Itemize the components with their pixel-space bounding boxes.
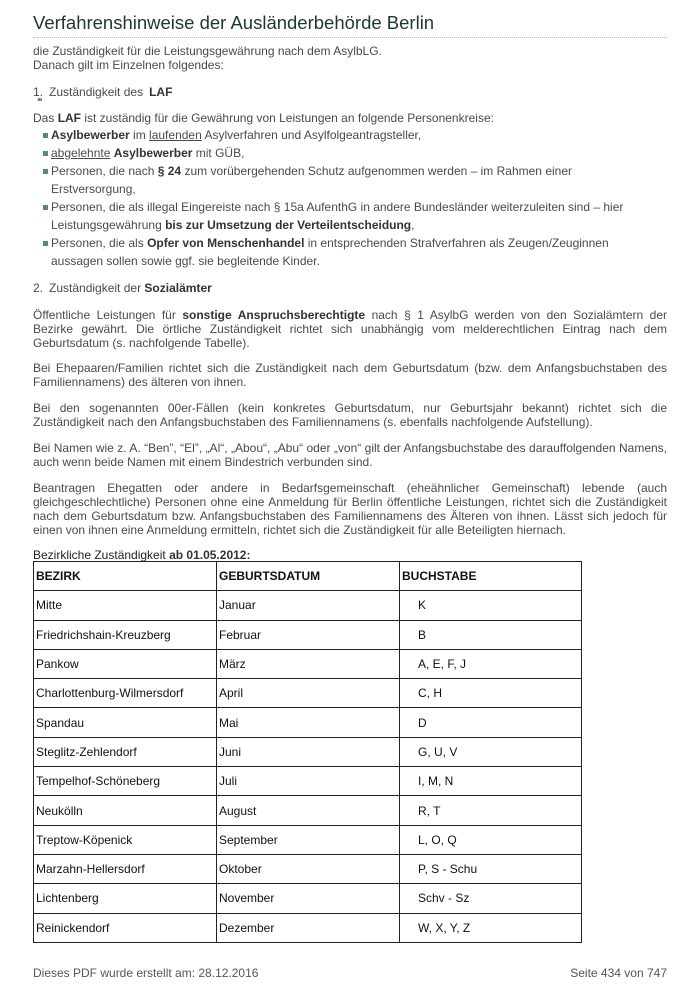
bullet-text: mit GÜB,	[192, 146, 245, 160]
cell-geburtsdatum: Oktober	[217, 854, 400, 883]
page-title: Verfahrenshinweise der Ausländerbehörde Berlin	[33, 12, 435, 33]
cell-bezirk: Pankow	[34, 649, 217, 678]
cell-geburtsdatum: September	[217, 825, 400, 854]
cell-geburtsdatum: August	[217, 796, 400, 825]
cell-buchstabe: I, M, N	[400, 767, 582, 796]
table-row	[34, 679, 582, 708]
table-caption-text: Bezirkliche Zuständigkeit	[33, 548, 170, 562]
cell-bezirk: Treptow-Köpenick	[34, 825, 217, 854]
section-1-lead-suffix: ist zuständig für die Gewährung von Leistungen an folgende Personenkreise:	[81, 111, 494, 125]
cell-buchstabe: W, X, Y, Z	[400, 913, 582, 942]
section-2-paragraph-3: Bei den sogenannten 00er-Fällen (kein konkretes Geburtsdatum, nur Geburtsjahr bekannt) richtet sich die Zuständigkeit nach den Anfangsbuchstaben des Familiennamens (s. ebenfalls nachfolgende Aufstellung).	[33, 401, 667, 429]
cell-buchstabe: P, S - Schu	[400, 854, 582, 883]
bullet-text: Personen, die als illegal Eingereiste nach § 15a AufenthG in andere Bundesländer weiterzuleiten sind – hier Leistungsgewährung	[51, 200, 624, 232]
bullet-square-icon	[43, 133, 48, 138]
cell-geburtsdatum: Januar	[217, 591, 400, 620]
table-row	[34, 854, 582, 883]
cell-buchstabe: L, O, Q	[400, 825, 582, 854]
bullet-text: zum vorübergehenden Schutz aufgenommen werden – im Rahmen einer Erstversorgung,	[51, 164, 572, 196]
cell-geburtsdatum: Dezember	[217, 913, 400, 942]
cell-geburtsdatum: Juni	[217, 737, 400, 766]
cell-bezirk: Steglitz-Zehlendorf	[34, 737, 217, 766]
column-header-bezirk: BEZIRK	[34, 562, 217, 591]
section-1-heading	[33, 85, 172, 99]
table-row	[34, 649, 582, 678]
section-2-number: 2.	[33, 281, 44, 295]
cell-buchstabe: R, T	[400, 796, 582, 825]
bullet-strong: Opfer von Menschenhandel	[147, 236, 305, 250]
cell-geburtsdatum: März	[217, 649, 400, 678]
table-row	[34, 796, 582, 825]
bullet-text: Personen, die als	[51, 236, 148, 250]
bullet-square-icon	[43, 151, 48, 156]
bullet-strong: bis zur Umsetzung der Verteilentscheidung	[165, 218, 412, 232]
table-header-row	[34, 562, 582, 591]
section-1-lead	[33, 111, 667, 125]
table-row	[34, 884, 582, 913]
table-row	[34, 825, 582, 854]
list-item	[43, 198, 653, 234]
cell-geburtsdatum: Februar	[217, 620, 400, 649]
cell-buchstabe: D	[400, 708, 582, 737]
section-1-lead-prefix: Das	[33, 111, 58, 125]
bullet-square-icon	[43, 205, 48, 210]
cell-geburtsdatum: Mai	[217, 708, 400, 737]
intro-line-1: die Zuständigkeit für die Leistungsgewährung nach dem AsylbLG.	[33, 44, 382, 58]
list-item	[43, 234, 653, 270]
table-row	[34, 767, 582, 796]
footer-created-date: Dieses PDF wurde erstellt am: 28.12.2016	[33, 966, 259, 980]
bullet-text: Asylverfahren und Asylfolgeantragsteller,	[201, 128, 422, 142]
bullet-strong: Asylbewerber	[51, 128, 130, 142]
bullet-underlined: abgelehnte	[51, 146, 111, 160]
cell-bezirk: Tempelhof-Schöneberg	[34, 767, 217, 796]
cell-bezirk: Mitte	[34, 591, 217, 620]
column-header-buchstabe: BUCHSTABE	[400, 562, 582, 591]
cell-bezirk: Lichtenberg	[34, 884, 217, 913]
cell-geburtsdatum: Juli	[217, 767, 400, 796]
cell-bezirk: Reinickendorf	[34, 913, 217, 942]
footer-page-number: Seite 434 von 747	[570, 966, 667, 980]
table-row	[34, 620, 582, 649]
table-caption-strong: ab 01.05.2012:	[169, 548, 251, 562]
table-row	[34, 591, 582, 620]
bullet-square-icon	[43, 169, 48, 174]
cell-buchstabe: B	[400, 620, 582, 649]
table-row	[34, 708, 582, 737]
cell-bezirk: Charlottenburg-Wilmersdorf	[34, 679, 217, 708]
paragraph-strong: sonstige Anspruchsberechtigte	[182, 308, 366, 322]
list-item	[43, 162, 653, 198]
section-2-heading	[33, 281, 212, 295]
section-1-strong: LAF	[149, 85, 173, 99]
bullet-strong: Asylbewerber	[113, 146, 193, 160]
bullet-text: in entsprechenden Strafverfahren als Zeugen/Zeuginnen aussagen sollen sowie ggf. sie begleitende Kinder.	[51, 236, 609, 268]
bullet-underlined: laufenden	[149, 128, 202, 142]
section-2-paragraph-1	[33, 308, 667, 350]
cell-buchstabe: K	[400, 591, 582, 620]
section-2-strong: Sozialämter	[144, 281, 212, 295]
district-table	[33, 561, 582, 943]
title-divider	[33, 37, 667, 38]
bullet-strong: § 24	[157, 164, 182, 178]
cell-bezirk: Spandau	[34, 708, 217, 737]
section-1-marker: ‘‘‘	[37, 97, 42, 108]
cell-bezirk: Friedrichshain-Kreuzberg	[34, 620, 217, 649]
cell-geburtsdatum: November	[217, 884, 400, 913]
bullet-square-icon	[43, 241, 48, 246]
paragraph-text: nach § 1 AsylbG werden von den Sozialämtern der Bezirke gewährt. Die örtliche Zuständigkeit richtet sich unabhängig vom melderechtlichen Eintrag nach dem Geburtsdatum (s. nachfolgende Tabelle).	[33, 308, 667, 350]
table-row	[34, 913, 582, 942]
list-item	[43, 144, 653, 162]
bullet-text: Personen, die nach	[51, 164, 158, 178]
table-row	[34, 737, 582, 766]
section-1-lead-strong: LAF	[57, 111, 82, 125]
bullet-text: ,	[411, 218, 415, 232]
cell-buchstabe: C, H	[400, 679, 582, 708]
section-1-label: Zuständigkeit des	[49, 85, 144, 99]
cell-bezirk: Marzahn-Hellersdorf	[34, 854, 217, 883]
cell-buchstabe: A, E, F, J	[400, 649, 582, 678]
list-item	[43, 126, 653, 144]
paragraph-text: Öffentliche Leistungen für	[33, 308, 183, 322]
cell-buchstabe: Schv - Sz	[400, 884, 582, 913]
cell-geburtsdatum: April	[217, 679, 400, 708]
section-2-paragraph-2: Bei Ehepaaren/Familien richtet sich die Zuständigkeit nach dem Geburtsdatum (bzw. dem Anfangsbuchstaben des Familiennamens) des älteren von ihnen.	[33, 361, 667, 389]
column-header-geburtsdatum: GEBURTSDATUM	[217, 562, 400, 591]
section-2-paragraph-4: Bei Namen wie z. A. “Ben”, “El”, „Al“, „Abou“, „Abu“ oder „von“ gilt der Anfangsbuchstabe des darauffolgenden Namens, auch wenn beide Namen mit einem Bindestrich verbunden sind.	[33, 441, 667, 469]
table-caption	[33, 548, 250, 562]
section-1-bullet-list	[43, 126, 653, 270]
cell-bezirk: Neukölln	[34, 796, 217, 825]
section-2-paragraph-5: Beantragen Ehegatten oder andere in Bedarfsgemeinschaft (eheähnlicher Gemeinschaft) lebende (auch gleichgeschlechtliche) Personen ohne eine Anmeldung für Berlin öffentliche Leistungen, richtet sich die Zuständigkeit nach dem Geburtsdatum bzw. Anfangsbuchstaben des Familiennamens des Älteren von ihnen. Lässt sich jedoch für einen von ihnen eine Anmeldung ermitteln, richtet sich die Zuständigkeit für alle Beteiligten hiernach.	[33, 481, 667, 537]
section-1-number: 1.	[33, 85, 44, 99]
section-2-label: Zuständigkeit der	[49, 281, 142, 295]
intro-line-2: Danach gilt im Einzelnen folgendes:	[33, 58, 224, 72]
bullet-text: im	[129, 128, 150, 142]
cell-buchstabe: G, U, V	[400, 737, 582, 766]
